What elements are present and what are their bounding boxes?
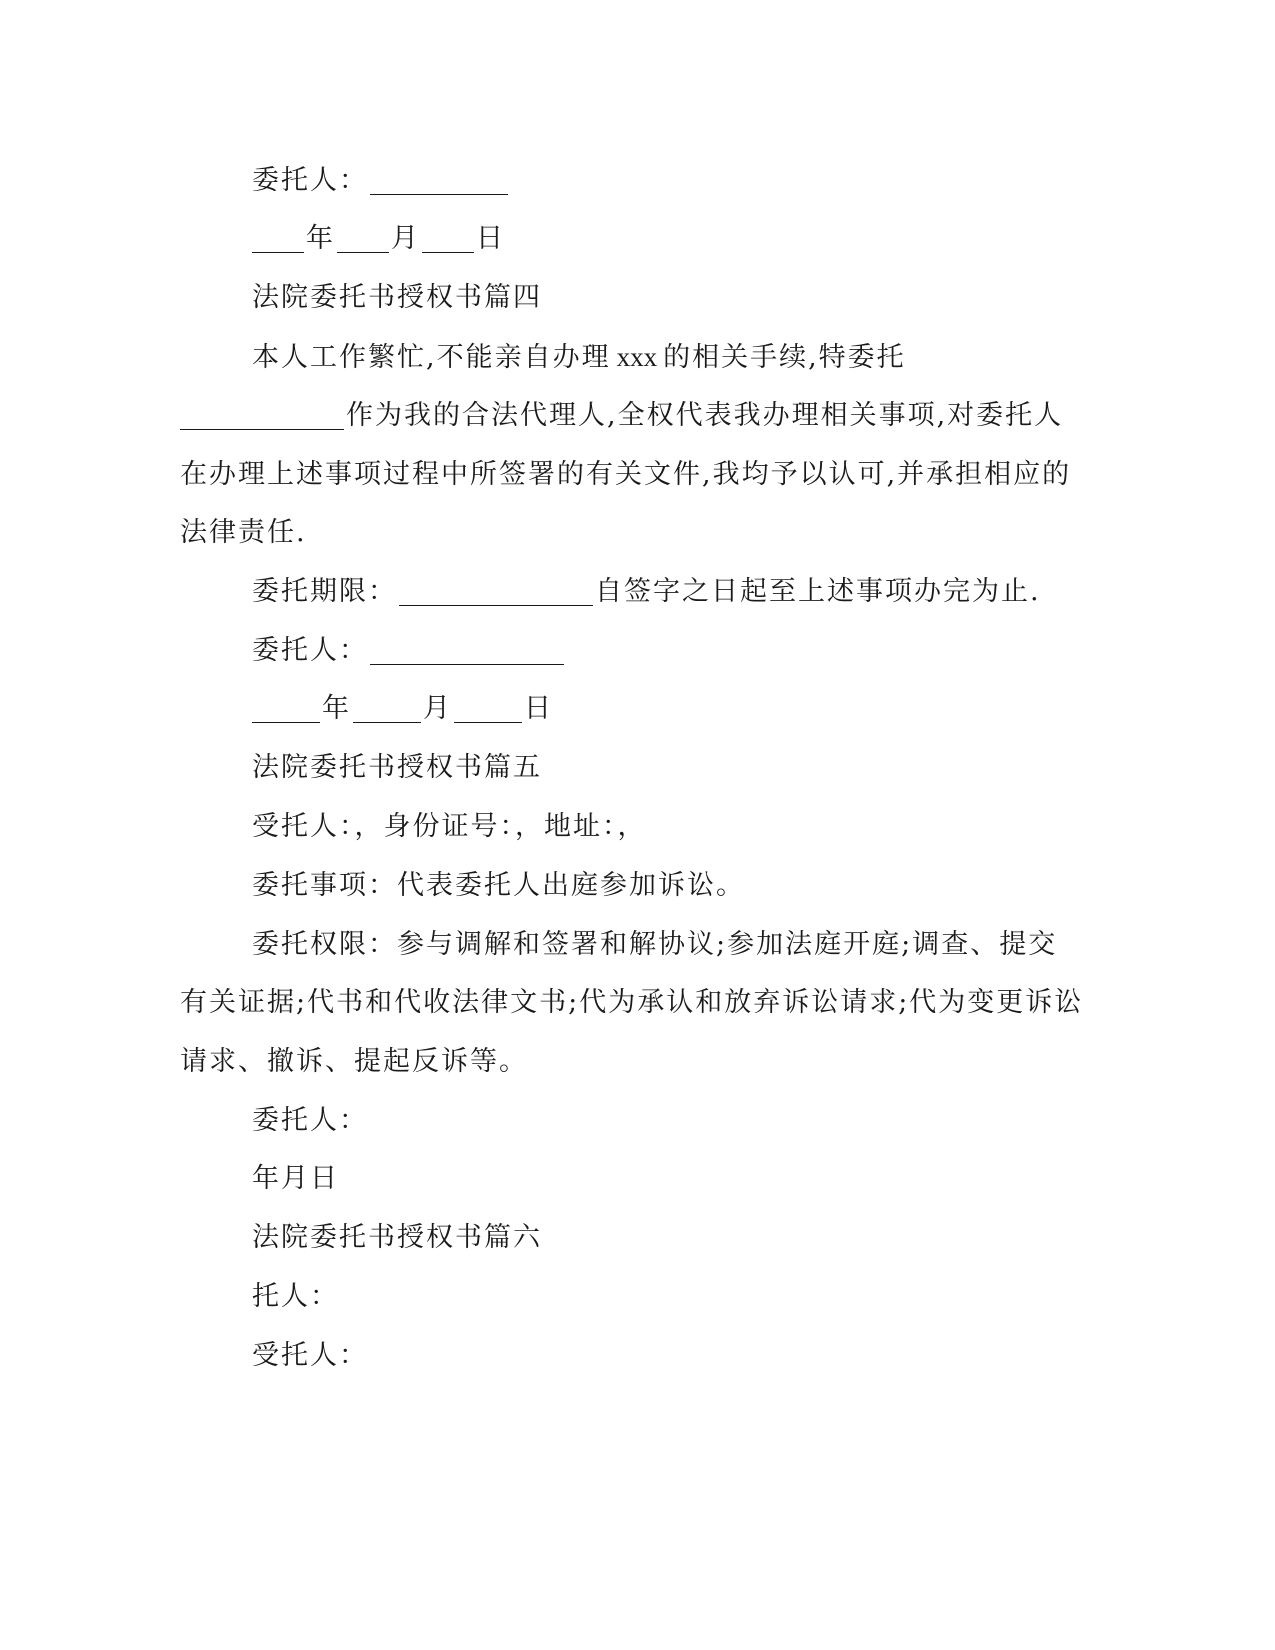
signature-blank bbox=[370, 634, 564, 665]
client-label: 委托人： bbox=[252, 635, 368, 666]
client-label: 委托人： bbox=[252, 165, 368, 196]
month-blank bbox=[337, 222, 389, 253]
term-blank bbox=[399, 575, 593, 606]
paragraph-line: 在办理上述事项过程中所签署的有关文件,我均予以认可,并承担相应的 bbox=[180, 459, 1072, 490]
paragraph-line bbox=[0, 396, 1275, 436]
date-line bbox=[0, 689, 1275, 729]
section-title: 法院委托书授权书篇四 bbox=[252, 282, 542, 313]
client-signature-line bbox=[0, 631, 1275, 671]
paragraph-line: 委托权限：参与调解和签署和解协议;参加法庭开庭;调查、提交 bbox=[252, 929, 1058, 960]
paragraph-line: 法律责任. bbox=[180, 517, 307, 548]
paragraph-text: 的相关手续,特委托 bbox=[663, 342, 906, 373]
matter-line: 委托事项：代表委托人出庭参加诉讼。 bbox=[252, 870, 745, 901]
paragraph-line: 请求、撤诉、提起反诉等。 bbox=[180, 1046, 528, 1077]
paragraph-code: xxx bbox=[616, 342, 658, 372]
client-signature-line bbox=[0, 161, 1275, 201]
month-label: 月 bbox=[391, 223, 420, 254]
agent-blank bbox=[180, 399, 344, 430]
paragraph-text: 作为我的合法代理人,全权代表我办理相关事项,对委托人 bbox=[346, 400, 1064, 431]
year-blank bbox=[252, 692, 320, 723]
paragraph-line bbox=[0, 337, 1275, 377]
date-line: 年月日 bbox=[252, 1163, 339, 1194]
agent-line: 受托人：，身份证号：，地址：， bbox=[252, 811, 647, 842]
term-line bbox=[0, 572, 1275, 612]
client-line: 托人： bbox=[252, 1281, 339, 1312]
term-text: 自签字之日起至上述事项办完为止. bbox=[595, 576, 1041, 607]
year-label: 年 bbox=[322, 693, 351, 724]
year-blank bbox=[252, 222, 304, 253]
paragraph-text: 本人工作繁忙,不能亲自办理 bbox=[252, 342, 611, 373]
day-label: 日 bbox=[476, 223, 505, 254]
day-blank bbox=[422, 222, 474, 253]
agent-line: 受托人： bbox=[252, 1340, 368, 1371]
month-blank bbox=[353, 692, 421, 723]
section-title: 法院委托书授权书篇五 bbox=[252, 752, 542, 783]
client-signature-line: 委托人： bbox=[252, 1105, 368, 1136]
signature-blank bbox=[370, 164, 508, 195]
day-label: 日 bbox=[524, 693, 553, 724]
section-title: 法院委托书授权书篇六 bbox=[252, 1222, 542, 1253]
month-label: 月 bbox=[423, 693, 452, 724]
day-blank bbox=[454, 692, 522, 723]
date-line bbox=[0, 219, 1275, 259]
paragraph-line: 有关证据;代书和代收法律文书;代为承认和放弃诉讼请求;代为变更诉讼 bbox=[180, 987, 1084, 1018]
year-label: 年 bbox=[306, 223, 335, 254]
term-label: 委托期限： bbox=[252, 576, 397, 607]
